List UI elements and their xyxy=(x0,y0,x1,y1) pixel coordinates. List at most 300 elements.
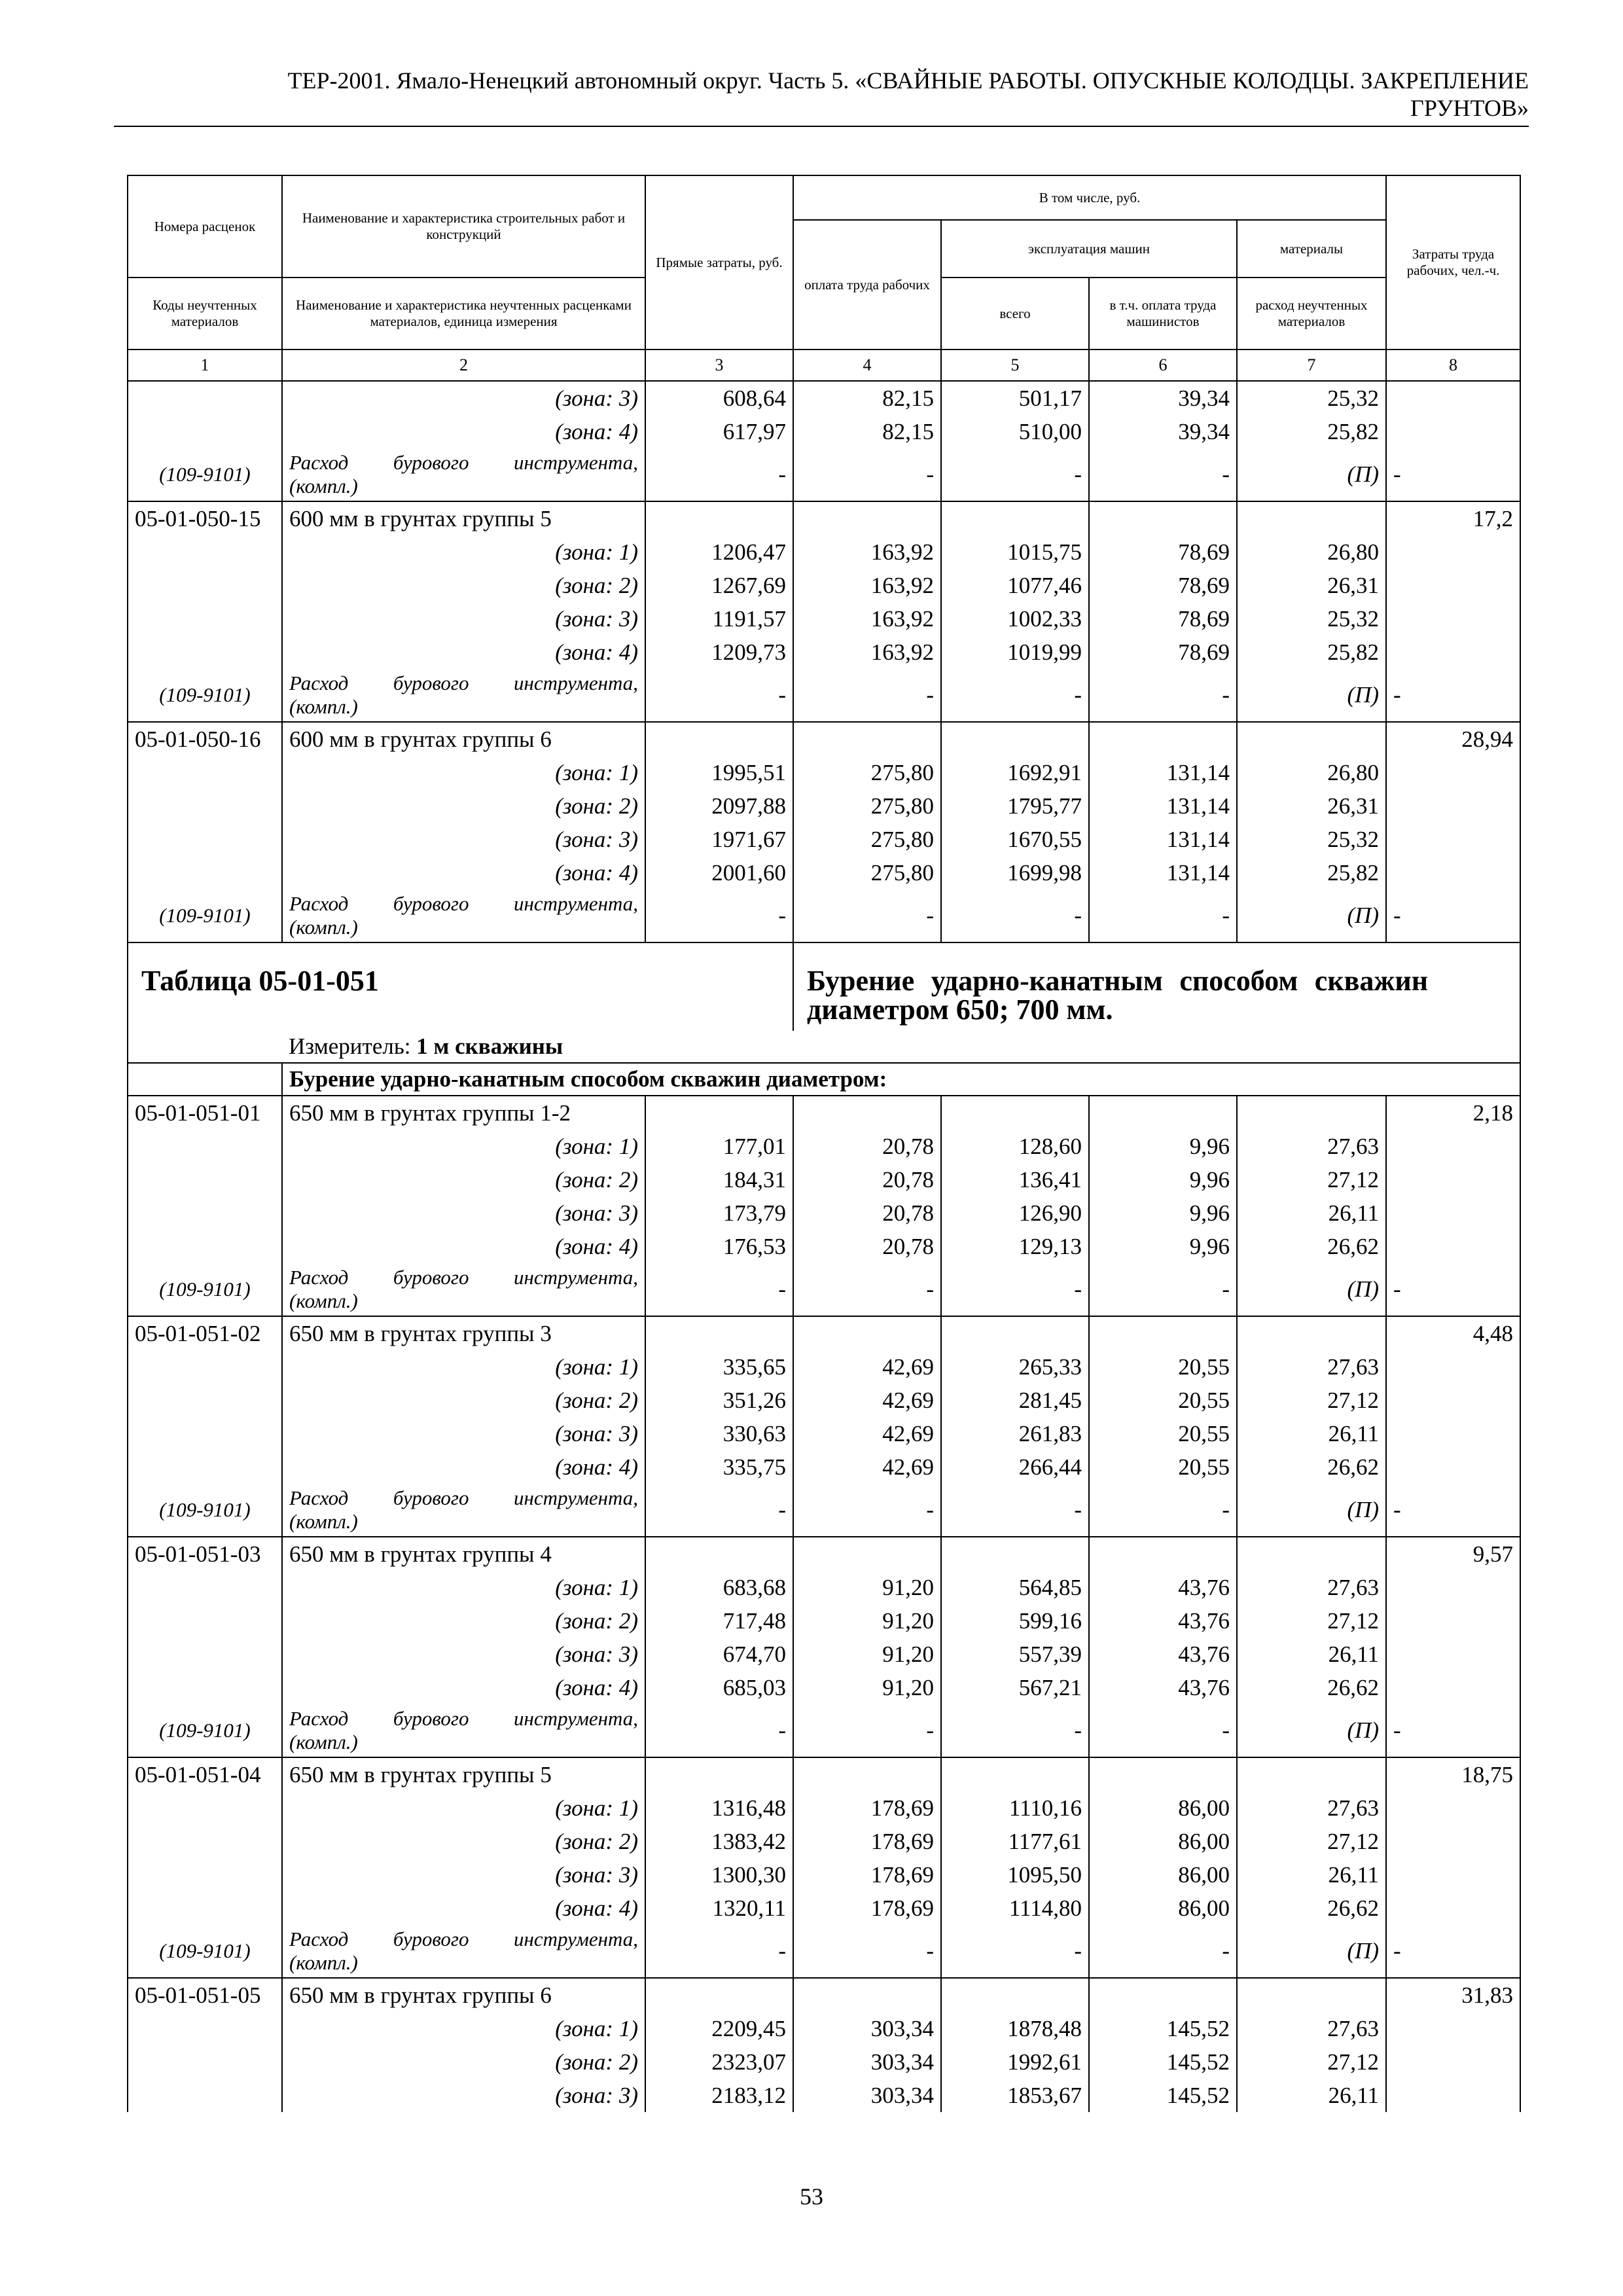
rate-code-cell xyxy=(128,1450,282,1484)
material-code: (109-9101) xyxy=(128,1925,282,1978)
empty-cell xyxy=(1237,1096,1386,1130)
zone-label: (зона: 4) xyxy=(282,1230,645,1263)
zone-label: (зона: 3) xyxy=(282,602,645,636)
material-label-line-1 xyxy=(289,1486,638,1510)
section-title: Бурение ударно-канатным способом скважин диаметром: xyxy=(282,1063,1520,1096)
zone-label: (зона: 2) xyxy=(282,1384,645,1417)
material-label-word: бурового xyxy=(393,1707,469,1730)
zone-value: 1878,48 xyxy=(941,2012,1089,2045)
zone-label: (зона: 4) xyxy=(282,1892,645,1925)
material-code: (109-9101) xyxy=(128,889,282,942)
rate-code-cell xyxy=(128,1384,282,1417)
zone-label: (зона: 4) xyxy=(282,636,645,669)
zone-value: 261,83 xyxy=(941,1417,1089,1450)
header-rate-numbers: Номера расценок xyxy=(128,175,282,278)
zone-value: 567,21 xyxy=(941,1671,1089,1704)
zone-value: 129,13 xyxy=(941,1230,1089,1263)
zone-value: 43,76 xyxy=(1089,1604,1237,1638)
material-code: (109-9101) xyxy=(128,1484,282,1537)
zone-value: 2209,45 xyxy=(645,2012,793,2045)
dash-cell: - xyxy=(1386,1263,1520,1316)
empty-cell xyxy=(1237,1537,1386,1571)
zone-row xyxy=(128,569,1520,602)
zone-value: 265,33 xyxy=(941,1350,1089,1384)
material-label-word: бурового xyxy=(393,892,469,915)
dash-cell: - xyxy=(941,448,1089,501)
rate-name: 650 мм в грунтах группы 6 xyxy=(282,1978,645,2012)
empty-cell xyxy=(941,1096,1089,1130)
dash-cell: - xyxy=(645,669,793,722)
zone-value: 126,90 xyxy=(941,1196,1089,1230)
zone-value: 617,97 xyxy=(645,415,793,448)
zone-value: 91,20 xyxy=(793,1671,941,1704)
material-label-word: инструмента, xyxy=(513,1266,639,1289)
empty-cell xyxy=(1089,1978,1237,2012)
dash-cell: - xyxy=(1089,889,1237,942)
column-number: 3 xyxy=(645,350,793,381)
rate-row xyxy=(128,722,1520,756)
zone-value: 20,78 xyxy=(793,1230,941,1263)
rate-row xyxy=(128,1537,1520,1571)
rate-row xyxy=(128,1096,1520,1130)
labor-cell xyxy=(1386,1350,1520,1384)
material-label-word: бурового xyxy=(393,1266,469,1289)
zone-value: 26,11 xyxy=(1237,1417,1386,1450)
zone-value: 82,15 xyxy=(793,415,941,448)
rate-code-cell xyxy=(128,1638,282,1671)
zone-value: 20,78 xyxy=(793,1163,941,1196)
zone-value: 501,17 xyxy=(941,381,1089,415)
empty-cell xyxy=(645,1096,793,1130)
empty-cell xyxy=(645,722,793,756)
dash-cell: - xyxy=(941,1484,1089,1537)
material-label-word: инструмента, xyxy=(513,892,639,915)
rate-code-cell xyxy=(128,381,282,415)
labor-cell xyxy=(1386,1858,1520,1892)
unit-mark: (П) xyxy=(1237,1484,1386,1537)
dash-cell: - xyxy=(793,1263,941,1316)
zone-value: 1383,42 xyxy=(645,1825,793,1858)
meter-label: Измеритель: xyxy=(289,1033,411,1059)
zone-row xyxy=(128,602,1520,636)
zone-value: 78,69 xyxy=(1089,535,1237,569)
zone-label: (зона: 3) xyxy=(282,1196,645,1230)
dash-cell: - xyxy=(793,669,941,722)
zone-value: 86,00 xyxy=(1089,1791,1237,1825)
labor-value: 9,57 xyxy=(1386,1537,1520,1571)
empty-cell xyxy=(1089,501,1237,535)
column-number: 7 xyxy=(1237,350,1386,381)
labor-cell xyxy=(1386,1671,1520,1704)
material-label xyxy=(282,1704,645,1757)
zone-value: 91,20 xyxy=(793,1571,941,1604)
labor-cell xyxy=(1386,415,1520,448)
material-label-word: инструмента, xyxy=(513,672,639,694)
dash-cell: - xyxy=(1386,1925,1520,1978)
zone-label: (зона: 3) xyxy=(282,2079,645,2112)
zone-row xyxy=(128,1163,1520,1196)
empty-cell xyxy=(793,1757,941,1791)
rate-code-cell xyxy=(128,856,282,889)
zone-value: 330,63 xyxy=(645,1417,793,1450)
labor-value: 18,75 xyxy=(1386,1757,1520,1791)
zone-value: 131,14 xyxy=(1089,856,1237,889)
rate-code-cell xyxy=(128,1825,282,1858)
zone-label: (зона: 4) xyxy=(282,856,645,889)
material-label-line-2: (компл.) xyxy=(289,916,358,939)
rate-name: 600 мм в грунтах группы 6 xyxy=(282,722,645,756)
zone-value: 42,69 xyxy=(793,1384,941,1417)
labor-cell xyxy=(1386,1130,1520,1163)
zone-row xyxy=(128,1450,1520,1484)
zone-value: 27,63 xyxy=(1237,1130,1386,1163)
labor-cell xyxy=(1386,1417,1520,1450)
unit-mark: (П) xyxy=(1237,1925,1386,1978)
zone-value: 177,01 xyxy=(645,1130,793,1163)
column-number: 8 xyxy=(1386,350,1520,381)
rate-code-cell xyxy=(128,2012,282,2045)
material-code: (109-9101) xyxy=(128,669,282,722)
dash-cell: - xyxy=(645,1484,793,1537)
zone-value: 27,12 xyxy=(1237,1604,1386,1638)
zone-row xyxy=(128,415,1520,448)
labor-value: 4,48 xyxy=(1386,1316,1520,1350)
material-label-word: Расход xyxy=(289,1486,349,1509)
labor-cell xyxy=(1386,535,1520,569)
zone-value: 1692,91 xyxy=(941,756,1089,789)
zone-value: 25,32 xyxy=(1237,381,1386,415)
empty-cell xyxy=(941,1978,1089,2012)
table-description: Бурение ударно-канатным способом скважин диаметром 650; 700 мм. xyxy=(807,965,1429,1026)
labor-cell xyxy=(1386,2012,1520,2045)
rate-code-cell xyxy=(128,602,282,636)
header-direct-costs: Прямые затраты, руб. xyxy=(645,175,793,350)
rate-code-cell xyxy=(128,1163,282,1196)
meter-value: 1 м скважины xyxy=(416,1033,563,1059)
material-row xyxy=(128,1484,1520,1537)
material-row xyxy=(128,889,1520,942)
dash-cell: - xyxy=(941,889,1089,942)
zone-value: 145,52 xyxy=(1089,2045,1237,2079)
zone-value: 20,78 xyxy=(793,1130,941,1163)
material-row xyxy=(128,1263,1520,1316)
material-label-word: инструмента, xyxy=(513,1928,639,1950)
empty-cell xyxy=(1089,1316,1237,1350)
zone-value: 1971,67 xyxy=(645,823,793,856)
dash-cell: - xyxy=(1089,1925,1237,1978)
material-label-word: бурового xyxy=(393,1486,469,1509)
empty-cell xyxy=(645,501,793,535)
zone-value: 145,52 xyxy=(1089,2012,1237,2045)
rate-code-cell xyxy=(128,1230,282,1263)
material-label-word: Расход xyxy=(289,1928,349,1950)
zone-value: 25,32 xyxy=(1237,823,1386,856)
material-label-line-1 xyxy=(289,1928,638,1951)
labor-cell xyxy=(1386,823,1520,856)
unit-mark: (П) xyxy=(1237,669,1386,722)
labor-cell xyxy=(1386,636,1520,669)
zone-value: 20,55 xyxy=(1089,1350,1237,1384)
zone-value: 1206,47 xyxy=(645,535,793,569)
labor-cell xyxy=(1386,602,1520,636)
labor-cell xyxy=(1386,1384,1520,1417)
empty-cell xyxy=(793,1537,941,1571)
header-machines: эксплуатация машин xyxy=(941,220,1237,278)
zone-label: (зона: 4) xyxy=(282,1671,645,1704)
zone-value: 26,31 xyxy=(1237,789,1386,823)
rate-code: 05-01-051-04 xyxy=(128,1757,282,1791)
material-label-line-1 xyxy=(289,1707,638,1731)
zone-value: 26,11 xyxy=(1237,1196,1386,1230)
section-row xyxy=(128,1063,1520,1096)
dash-cell: - xyxy=(645,1925,793,1978)
material-label xyxy=(282,448,645,501)
zone-label: (зона: 3) xyxy=(282,1638,645,1671)
labor-cell xyxy=(1386,856,1520,889)
empty-cell xyxy=(645,1978,793,2012)
zone-row xyxy=(128,1571,1520,1604)
running-header-line-2: ГРУНТОВ» xyxy=(1410,95,1529,121)
material-label xyxy=(282,1263,645,1316)
labor-cell xyxy=(1386,789,1520,823)
unit-mark: (П) xyxy=(1237,448,1386,501)
labor-cell xyxy=(1386,381,1520,415)
empty-cell xyxy=(1089,1096,1237,1130)
rate-row xyxy=(128,1316,1520,1350)
rate-name: 650 мм в грунтах группы 4 xyxy=(282,1537,645,1571)
empty-cell xyxy=(1237,1757,1386,1791)
zone-value: 136,41 xyxy=(941,1163,1089,1196)
dash-cell: - xyxy=(941,669,1089,722)
empty-cell xyxy=(793,722,941,756)
zone-value: 9,96 xyxy=(1089,1130,1237,1163)
header-row-top xyxy=(128,175,1520,220)
zone-label: (зона: 3) xyxy=(282,1417,645,1450)
empty-cell xyxy=(793,501,941,535)
header-machines-total: всего xyxy=(941,278,1089,350)
zone-row xyxy=(128,1196,1520,1230)
header-labor-costs: Затраты труда рабочих, чел.-ч. xyxy=(1386,175,1520,350)
zone-value: 163,92 xyxy=(793,535,941,569)
zone-value: 184,31 xyxy=(645,1163,793,1196)
zone-row xyxy=(128,381,1520,415)
rate-code-cell xyxy=(128,1350,282,1384)
rate-code-cell xyxy=(128,1417,282,1450)
zone-value: 1300,30 xyxy=(645,1858,793,1892)
material-label-line-2: (компл.) xyxy=(289,1289,358,1312)
zone-label: (зона: 1) xyxy=(282,1571,645,1604)
zone-value: 163,92 xyxy=(793,602,941,636)
table-title-row xyxy=(128,942,1520,1031)
labor-cell xyxy=(1386,1163,1520,1196)
material-label xyxy=(282,889,645,942)
dash-cell: - xyxy=(1386,1484,1520,1537)
material-label-word: Расход xyxy=(289,672,349,694)
column-number-row xyxy=(128,350,1520,381)
zone-value: 9,96 xyxy=(1089,1196,1237,1230)
zone-value: 9,96 xyxy=(1089,1230,1237,1263)
labor-cell xyxy=(1386,1825,1520,1858)
zone-label: (зона: 4) xyxy=(282,415,645,448)
empty-cell xyxy=(1237,1316,1386,1350)
empty-cell xyxy=(941,1316,1089,1350)
zone-value: 25,82 xyxy=(1237,856,1386,889)
rate-code-cell xyxy=(128,2045,282,2079)
header-material-names: Наименование и характеристика неучтенных расценками материалов, единица измерения xyxy=(282,278,645,350)
zone-value: 26,62 xyxy=(1237,1230,1386,1263)
zone-value: 2323,07 xyxy=(645,2045,793,2079)
zone-value: 275,80 xyxy=(793,789,941,823)
zone-value: 27,12 xyxy=(1237,2045,1386,2079)
dash-cell: - xyxy=(1386,889,1520,942)
empty-cell xyxy=(1237,1978,1386,2012)
material-label-word: бурового xyxy=(393,672,469,694)
zone-row xyxy=(128,2045,1520,2079)
zone-value: 91,20 xyxy=(793,1604,941,1638)
zone-value: 20,55 xyxy=(1089,1417,1237,1450)
zone-value: 86,00 xyxy=(1089,1892,1237,1925)
empty-cell xyxy=(1237,722,1386,756)
zone-value: 128,60 xyxy=(941,1130,1089,1163)
meter-spacer xyxy=(128,1031,282,1063)
labor-cell xyxy=(1386,2079,1520,2112)
material-label-line-2: (компл.) xyxy=(289,695,358,718)
material-label-line-2: (компл.) xyxy=(289,1510,358,1533)
material-code: (109-9101) xyxy=(128,448,282,501)
zone-label: (зона: 2) xyxy=(282,789,645,823)
zone-value: 1699,98 xyxy=(941,856,1089,889)
header-materials: материалы xyxy=(1237,220,1386,278)
zone-row xyxy=(128,1791,1520,1825)
zone-label: (зона: 1) xyxy=(282,2012,645,2045)
zone-row xyxy=(128,1350,1520,1384)
dash-cell: - xyxy=(1089,1704,1237,1757)
dash-cell: - xyxy=(1089,1263,1237,1316)
running-header-line-1: ТЕР-2001. Ямало-Ненецкий автономный округ. Часть 5. «СВАЙНЫЕ РАБОТЫ. ОПУСКНЫЕ КОЛОДЦЫ. ЗАКРЕПЛЕНИЕ xyxy=(287,67,1529,94)
meter-row xyxy=(128,1031,1520,1063)
zone-value: 303,34 xyxy=(793,2012,941,2045)
zone-row xyxy=(128,789,1520,823)
rate-code: 05-01-050-15 xyxy=(128,501,282,535)
zone-value: 27,12 xyxy=(1237,1163,1386,1196)
zone-value: 42,69 xyxy=(793,1417,941,1450)
labor-cell xyxy=(1386,569,1520,602)
zone-value: 674,70 xyxy=(645,1638,793,1671)
material-label-line-1 xyxy=(289,672,638,695)
zone-row xyxy=(128,1892,1520,1925)
labor-cell xyxy=(1386,756,1520,789)
table-body xyxy=(128,175,1520,2112)
zone-value: 281,45 xyxy=(941,1384,1089,1417)
labor-cell xyxy=(1386,1571,1520,1604)
table-description-cell xyxy=(793,942,1520,1031)
dash-cell: - xyxy=(1386,1704,1520,1757)
rate-name: 650 мм в грунтах группы 3 xyxy=(282,1316,645,1350)
zone-value: 557,39 xyxy=(941,1638,1089,1671)
labor-value: 17,2 xyxy=(1386,501,1520,535)
zone-value: 131,14 xyxy=(1089,756,1237,789)
zone-value: 25,82 xyxy=(1237,415,1386,448)
empty-cell xyxy=(941,1537,1089,1571)
material-label-line-1 xyxy=(289,451,638,475)
dash-cell: - xyxy=(941,1925,1089,1978)
empty-cell xyxy=(941,1757,1089,1791)
labor-cell xyxy=(1386,1230,1520,1263)
zone-row xyxy=(128,1384,1520,1417)
empty-cell xyxy=(941,501,1089,535)
zone-value: 25,82 xyxy=(1237,636,1386,669)
zone-value: 26,11 xyxy=(1237,1638,1386,1671)
zone-value: 43,76 xyxy=(1089,1571,1237,1604)
zone-value: 1992,61 xyxy=(941,2045,1089,2079)
page-number: 53 xyxy=(800,2183,823,2210)
zone-value: 25,32 xyxy=(1237,602,1386,636)
rate-code-cell xyxy=(128,1571,282,1604)
table-title: Таблица 05-01-051 xyxy=(128,942,793,1031)
zone-value: 86,00 xyxy=(1089,1858,1237,1892)
zone-value: 131,14 xyxy=(1089,823,1237,856)
rate-name: 650 мм в грунтах группы 1-2 xyxy=(282,1096,645,1130)
zone-label: (зона: 1) xyxy=(282,1130,645,1163)
rate-code-cell xyxy=(128,1892,282,1925)
rate-code-cell xyxy=(128,1858,282,1892)
zone-value: 178,69 xyxy=(793,1825,941,1858)
labor-cell xyxy=(1386,1638,1520,1671)
rate-code-cell xyxy=(128,535,282,569)
zone-label: (зона: 2) xyxy=(282,1163,645,1196)
zone-value: 176,53 xyxy=(645,1230,793,1263)
zone-row xyxy=(128,823,1520,856)
zone-value: 1995,51 xyxy=(645,756,793,789)
material-label xyxy=(282,669,645,722)
zone-value: 351,26 xyxy=(645,1384,793,1417)
dash-cell: - xyxy=(645,1704,793,1757)
material-label-line-2: (компл.) xyxy=(289,1951,358,1974)
material-label-line-1 xyxy=(289,1266,638,1289)
zone-value: 1316,48 xyxy=(645,1791,793,1825)
unit-mark: (П) xyxy=(1237,889,1386,942)
zone-value: 39,34 xyxy=(1089,381,1237,415)
zone-value: 2183,12 xyxy=(645,2079,793,2112)
zone-value: 163,92 xyxy=(793,636,941,669)
dash-cell: - xyxy=(793,889,941,942)
labor-cell xyxy=(1386,1196,1520,1230)
empty-cell xyxy=(645,1757,793,1791)
header-rule xyxy=(114,126,1529,127)
zone-value: 1320,11 xyxy=(645,1892,793,1925)
rate-code: 05-01-051-02 xyxy=(128,1316,282,1350)
zone-value: 27,63 xyxy=(1237,1791,1386,1825)
zone-value: 1853,67 xyxy=(941,2079,1089,2112)
material-label-line-1 xyxy=(289,892,638,916)
material-label-line-2: (компл.) xyxy=(289,1731,358,1753)
material-label-word: бурового xyxy=(393,451,469,474)
labor-value: 2,18 xyxy=(1386,1096,1520,1130)
zone-value: 26,62 xyxy=(1237,1450,1386,1484)
zone-value: 78,69 xyxy=(1089,569,1237,602)
empty-cell xyxy=(1089,722,1237,756)
zone-label: (зона: 2) xyxy=(282,1825,645,1858)
empty-cell xyxy=(645,1316,793,1350)
zone-value: 1077,46 xyxy=(941,569,1089,602)
zone-value: 275,80 xyxy=(793,823,941,856)
zone-label: (зона: 1) xyxy=(282,1791,645,1825)
zone-value: 26,62 xyxy=(1237,1671,1386,1704)
zone-value: 178,69 xyxy=(793,1791,941,1825)
zone-value: 1177,61 xyxy=(941,1825,1089,1858)
zone-value: 1191,57 xyxy=(645,602,793,636)
rate-code: 05-01-051-05 xyxy=(128,1978,282,2012)
